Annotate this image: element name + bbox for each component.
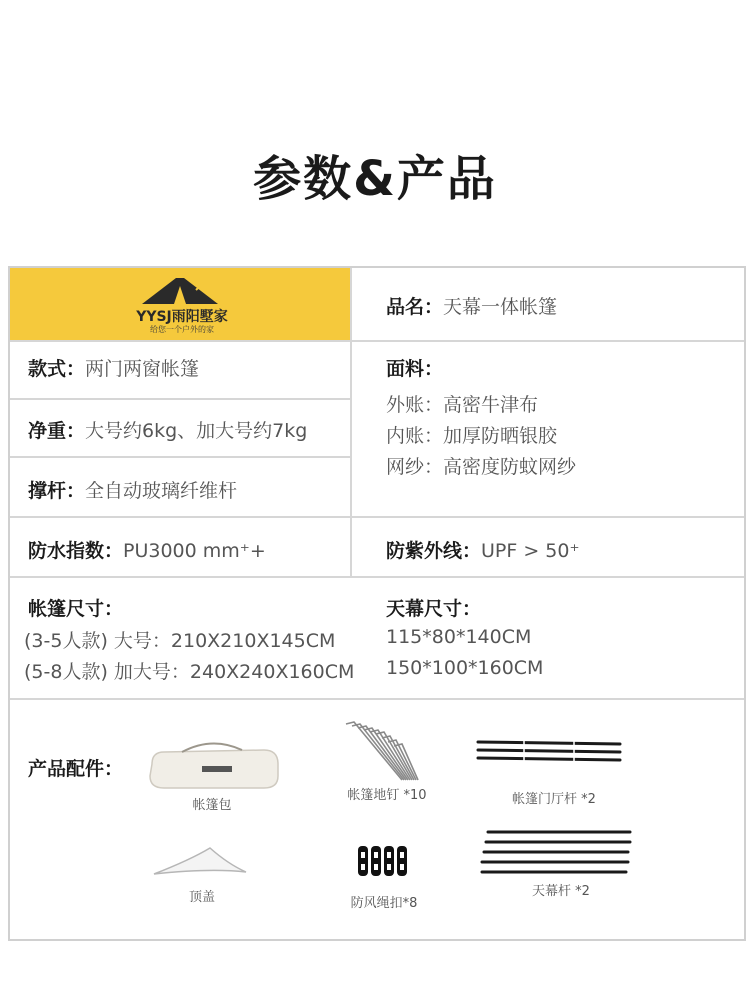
spec-value: PU3000 mm⁺+ [123,540,266,562]
spec-label: 撑杆： [28,480,86,502]
brand-name: YYSJ雨阳墅家 [136,309,228,325]
spec-uv [386,536,580,563]
spec-value: UPF > 50⁺ [481,540,580,562]
tent-bag-icon [142,742,282,792]
row-divider [10,576,744,578]
spec-fabric-label: 面料： [386,358,444,380]
spec-label: 防水指数： [28,540,124,562]
top-cover-icon [150,842,250,882]
spec-value: 两门两窗帐篷 [85,358,200,380]
accessory-caption: 帐篷门厅杆 *2 [512,792,596,807]
spec-canopy-size-line: 115*80*140CM [386,626,532,648]
row-divider [10,340,744,342]
spec-value: 天幕一体帐篷 [443,296,558,318]
accessory-caption: 帐篷地钉 *10 [347,788,427,803]
spec-fabric-line: 网纱：高密度防蚊网纱 [386,456,577,478]
accessory-caption: 顶盖 [188,890,215,905]
spec-canopy-size-label: 天幕尺寸： [386,598,482,620]
accessory-caption: 帐篷包 [192,798,232,813]
page-title: 参数&产品 [253,151,497,207]
canopy-poles-icon [478,828,634,880]
row-divider [10,456,350,458]
spec-table [8,266,746,941]
door-poles-icon [474,738,624,768]
spec-fabric-line: 内账：加厚防晒银胶 [386,425,558,447]
spec-style [28,354,199,381]
spec-value: 全自动玻璃纤维杆 [85,480,238,502]
spec-weight [28,416,307,443]
accessories-label: 产品配件： [28,758,124,780]
accessory-caption: 天幕杆 *2 [532,884,590,899]
ground-stakes-icon [342,718,422,784]
spec-label: 防紫外线： [386,540,482,562]
spec-tent-size-label: 帐篷尺寸： [28,598,124,620]
spec-pole [28,476,237,503]
spec-canopy-size-line: 150*100*160CM [386,657,544,679]
row-divider [10,398,350,400]
wind-buckle-icon [356,844,412,878]
spec-waterproof [28,536,266,563]
column-divider [350,268,352,576]
spec-product-name [386,292,557,319]
spec-fabric-line: 外账：高密牛津布 [386,394,539,416]
spec-tent-size-line: (5-8人款) 加大号：240X240X160CM [24,661,355,683]
logo-cell [10,268,350,340]
spec-label: 净重： [28,420,86,442]
row-divider [10,698,744,700]
brand-tagline: 给您一个户外的家 [150,325,214,334]
spec-label: 品名： [386,296,444,318]
accessory-caption: 防风绳扣*8 [350,896,418,911]
spec-label: 款式： [28,358,86,380]
tent-logo-icon [140,276,220,306]
spec-value: 大号约6kg、加大号约7kg [85,420,308,442]
spec-tent-size-line: (3-5人款) 大号：210X210X145CM [24,630,336,652]
row-divider [10,516,744,518]
